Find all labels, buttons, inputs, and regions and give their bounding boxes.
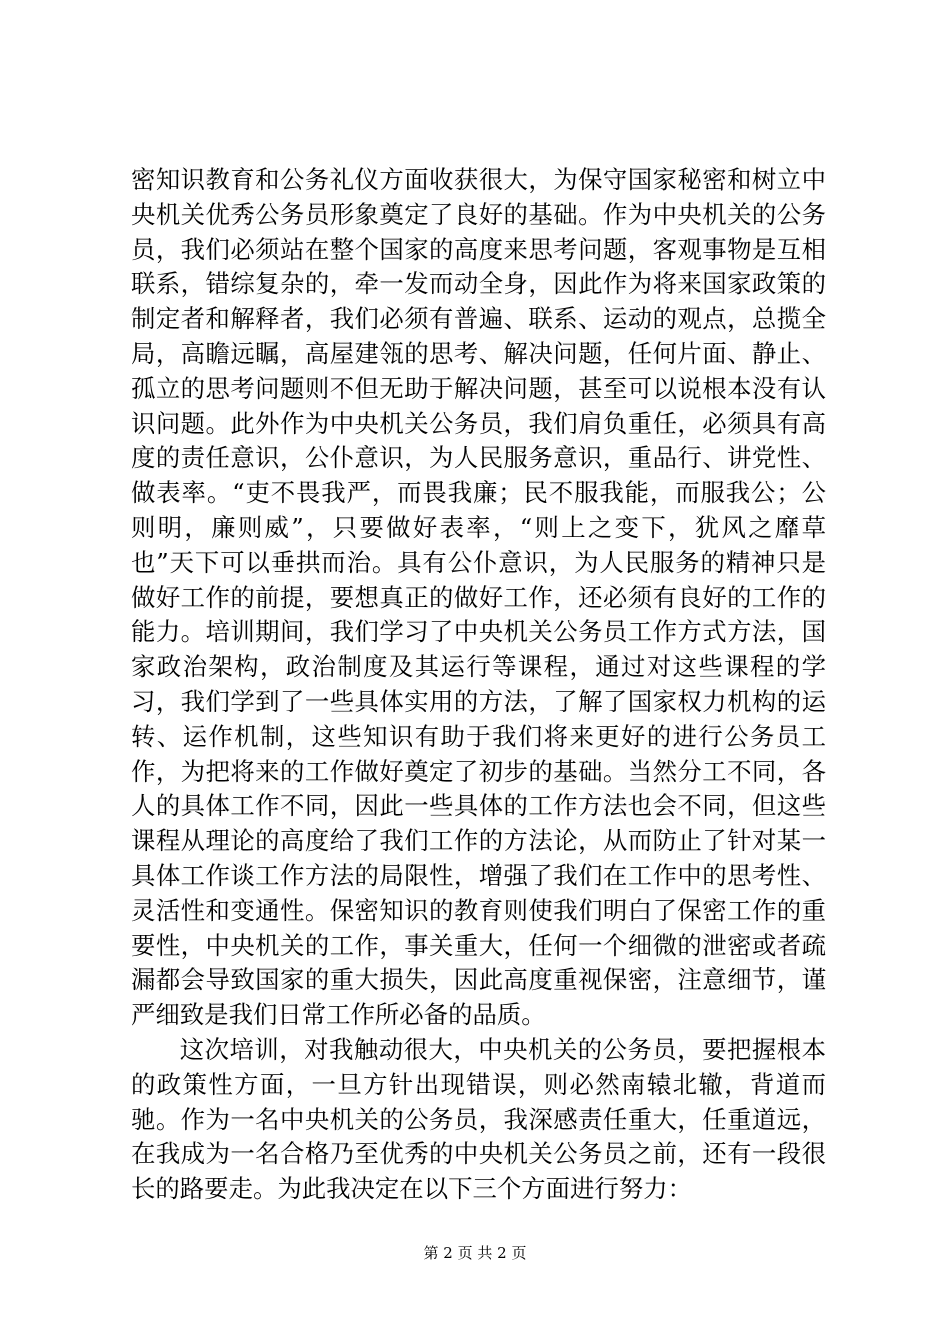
- body-text: [131, 163, 826, 1207]
- page-footer: 第 2 页 共 2 页: [423, 1244, 527, 1262]
- paragraph: 这次培训，对我触动很大，中央机关的公务员，要把握根本的政策性方面，一旦方针出现错误，则必然南辕北辙，背道而驰。作为一名中央机关的公务员，我深感责任重大，任重道远，在我成为一名合格乃至优秀的中央机关公务员之前，还有一段很长的路要走。为此我决定在以下三个方面进行努力：: [131, 1034, 826, 1204]
- paragraph-continuation: 密知识教育和公务礼仪方面收获很大，为保守国家秘密和树立中央机关优秀公务员形象奠定了良好的基础。作为中央机关的公务员，我们必须站在整个国家的高度来思考问题，客观事物是互相联系，错综复杂的，牵一发而动全身，因此作为将来国家政策的制定者和解释者，我们必须有普遍、联系、运动的观点，总揽全局，高瞻远瞩，高屋建瓴的思考、解决问题，任何片面、静止、孤立的思考问题则不但无助于解决问题，甚至可以说根本没有认识问题。此外作为中央机关公务员，我们肩负重任，必须具有高度的责任意识，公仆意识，为人民服务意识，重品行、讲党性、做表率。“吏不畏我严，而畏我廉；民不服我能，而服我公；公则明，廉则威”，只要做好表率，“则上之变下，犹风之靡草也”天下可以垂拱而治。具有公仆意识，为人民服务的精神只是做好工作的前提，要想真正的做好工作，还必须有良好的工作的能力。培训期间，我们学习了中央机关公务员工作方式方法，国家政治架构，政治制度及其运行等课程，通过对这些课程的学习，我们学到了一些具体实用的方法，了解了国家权力机构的运转、运作机制，这些知识有助于我们将来更好的进行公务员工作，为把将来的工作做好奠定了初步的基础。当然分工不同，各人的具体工作不同，因此一些具体的工作方法也会不同，但这些课程从理论的高度给了我们工作的方法论，从而防止了针对某一具体工作谈工作方法的局限性，增强了我们在工作中的思考性、灵活性和变通性。保密知识的教育则使我们明白了保密工作的重要性，中央机关的工作，事关重大，任何一个细微的泄密或者疏漏都会导致国家的重大损失，因此高度重视保密，注意细节，谨严细致是我们日常工作所必备的品质。: [131, 165, 826, 1030]
